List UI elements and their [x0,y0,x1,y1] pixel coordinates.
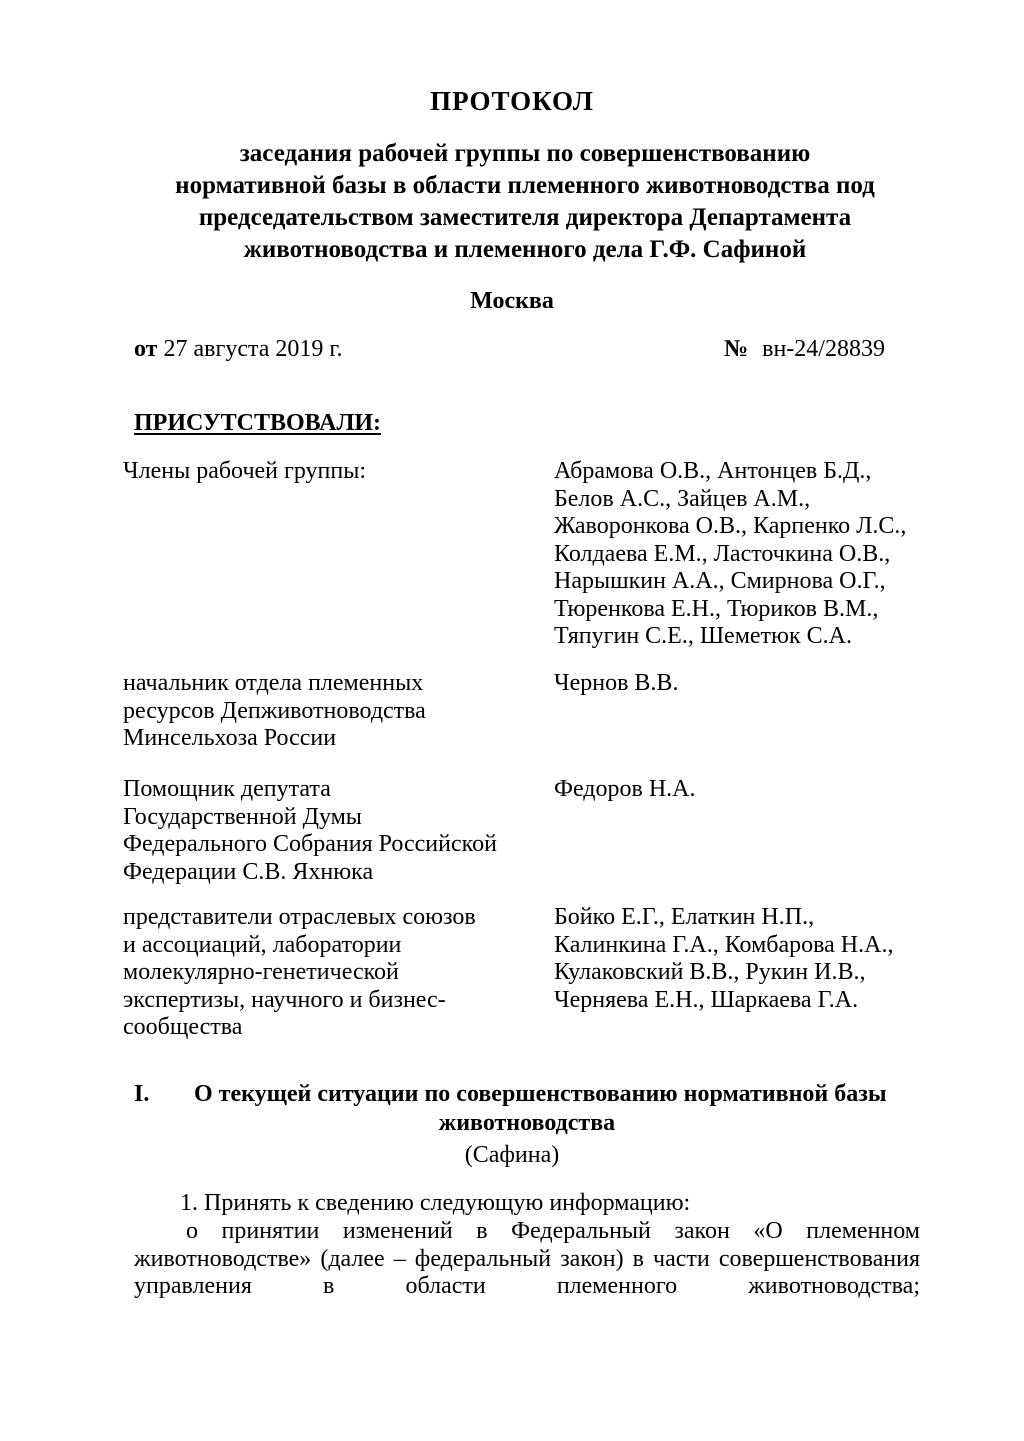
role-line: Федерации С.В. Яхнюка [123,858,374,885]
name-line: Жаворонкова О.В., Карпенко Л.С., [554,513,907,539]
name-line: Колдаева Е.М., Ласточкина О.В., [554,540,891,567]
name-line: Тяпугин С.Е., Шеметюк С.А. [554,623,852,649]
attendee-names [554,670,678,698]
name-line: Бойко Е.Г., Елаткин Н.П., [554,904,815,930]
subtitle-line: председательством заместителя директора Департамента [198,204,852,231]
section-title-line: О текущей ситуации по совершенствованию нормативной базы [194,1081,887,1107]
paragraph-line: животноводстве» (далее – федеральный закон) в части совершенствования [134,1245,920,1272]
name-line: Кулаковский В.В., Рукин И.В., [554,959,866,985]
paragraph: 1. Принять к сведению следующую информацию: [180,1190,691,1216]
role-line: сообщества [123,1014,243,1040]
paragraph-line: управления в области племенного животноводства; [134,1273,920,1299]
date-prefix: от [134,336,158,362]
role-line: начальник отдела племенных [123,670,424,696]
attendee-role [123,776,497,886]
attendee-names [554,904,893,1014]
role-line: Минсельхоза России [123,725,337,751]
subtitle-line: заседания рабочей группы по совершенствованию [239,140,811,167]
subtitle-line: животноводства и племенного дела Г.Ф. Сафиной [243,236,807,263]
role-line: Члены рабочей группы: [123,458,367,484]
role-line: представители отраслевых союзов [123,904,476,930]
role-line: Помощник депутата [123,776,331,802]
section-title-line: животноводства [438,1110,616,1136]
name-line: Чернов В.В. [554,670,679,696]
name-line: Нарышкин А.А., Смирнова О.Г., [554,568,886,594]
attendee-role [123,670,426,753]
document-subtitle [130,138,920,266]
role-line: Федерального Собрания Российской [123,831,497,857]
name-line: Белов А.С., Зайцев А.М., [554,485,811,512]
paragraph [134,1218,920,1301]
attendee-names [554,776,696,804]
attendee-names [554,458,906,651]
number-label: № [724,336,749,362]
name-line: Абрамова О.В., Антонцев Б.Д., [554,458,872,484]
section-speaker: (Сафина) [464,1142,560,1168]
role-line: Государственной Думы [123,803,362,830]
attendees-heading: ПРИСУТСТВОВАЛИ: [134,410,382,436]
document-number [724,336,885,363]
attendee-role [123,458,366,486]
role-line: экспертизы, научного и бизнес- [123,986,446,1013]
section-number: I. [134,1081,150,1107]
number-value: вн-24/28839 [762,336,885,362]
document-city: Москва [470,288,554,314]
name-line: Федоров Н.А. [554,776,696,802]
document-title: ПРОТОКОЛ [430,86,594,116]
subtitle-line: нормативной базы в области племенного животноводства под [175,172,875,199]
date-value: 27 августа 2019 г. [163,336,343,362]
attendee-role [123,904,476,1042]
role-line: молекулярно-генетической [123,959,399,985]
paragraph-line: о принятии изменений в Федеральный закон «О племенном [186,1218,920,1244]
role-line: ресурсов Депживотноводства [123,697,426,724]
name-line: Черняева Е.Н., Шаркаева Г.А. [554,986,859,1013]
document-date [134,336,343,363]
name-line: Калинкина Г.А., Комбарова Н.А., [554,931,894,958]
role-line: и ассоциаций, лаборатории [123,931,402,958]
name-line: Тюренкова Е.Н., Тюриков В.М., [554,595,879,622]
